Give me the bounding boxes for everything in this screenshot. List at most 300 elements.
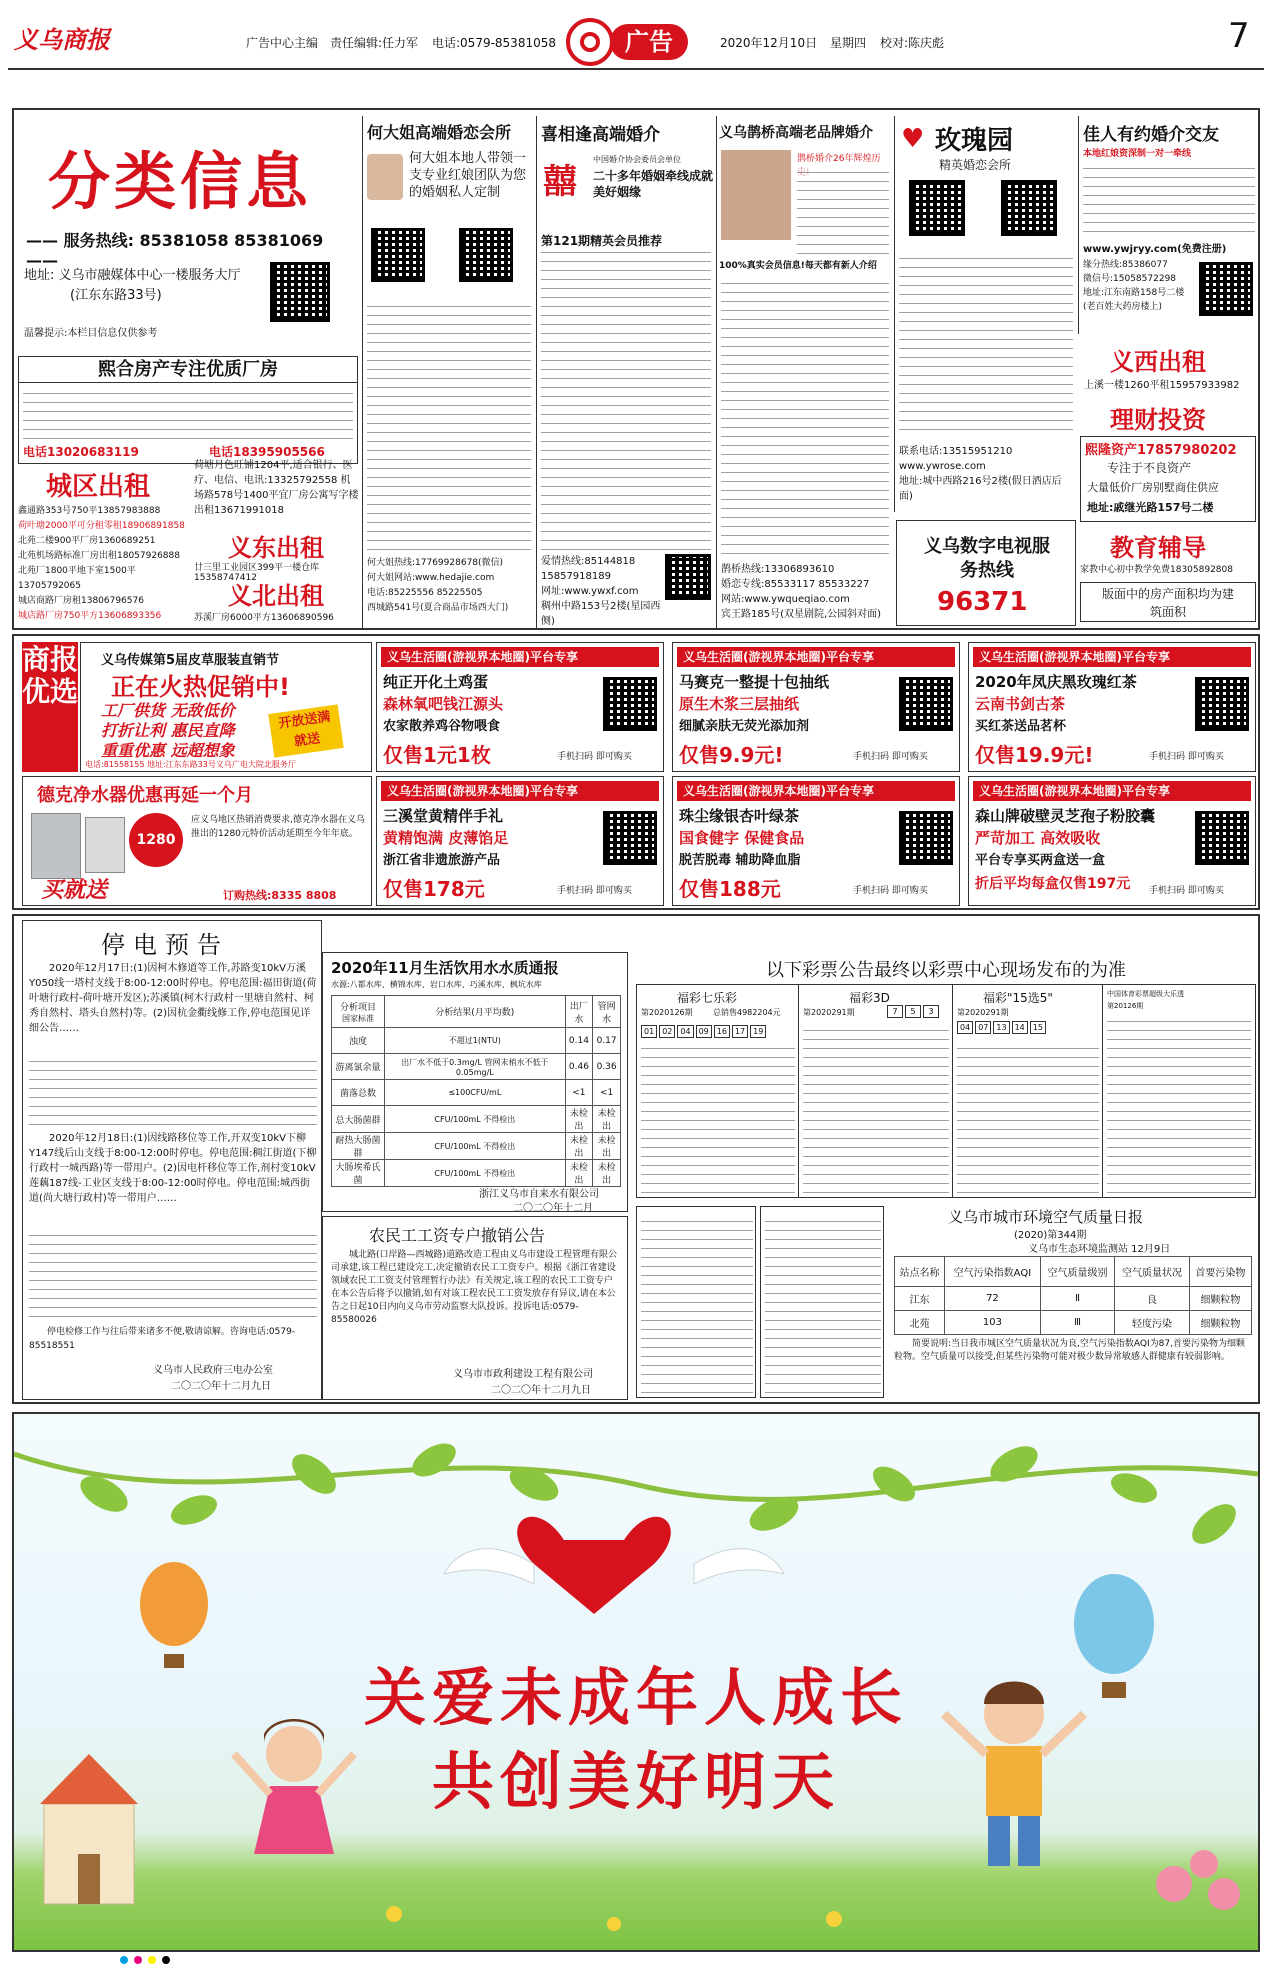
marriage-slogan: 二十多年婚姻牵线成就美好姻缘 [593,169,714,199]
lottery-number: 5 [905,1005,921,1018]
finance-line1: 专注于不良资产 [1107,461,1192,475]
estate-phone-2: 电话18395905566 [209,445,325,459]
shangbao-line: 工厂供货 无敌低价 [101,701,235,720]
public-service-banner [12,1412,1260,1952]
city-rent-item: 城店路厂房750平方13606893356 [18,611,162,621]
outage-para-2: 2020年12月18日:(1)因线路移位等工作,开双变10kV下柳Y147线后山支线于8:00-12:00时停电。停电范围:稠江街道(下柳行政村一城西路)等一带用户。(2)因电杆移位等工作,剂村变10kV莲藕187线-工业区支线于8:00-12:00时停电。停电范围:城西街道(尚大塘行政村)等一带用户…… [29,1133,317,1204]
edu-text: 家教中心初中教学免费18305892808 [1080,565,1233,575]
air-station: 义乌市生态环境监测站 12月9日 [1028,1244,1171,1255]
live-ad-card[interactable] [672,776,960,906]
live-ad-scan[interactable]: 手机扫码 即可购买 [853,752,928,762]
city-rent-item: 城店商路厂房租13806796576 [18,596,144,606]
city-rent-item: 北苑二楼900平厂房1360689251 [18,536,156,546]
live-ad-line2: 原生木浆三层抽纸 [679,695,800,713]
finance-line2: 大量低价厂房别墅商住供应 [1087,481,1219,494]
live-ad-scan[interactable]: 手机扫码 即可购买 [853,886,928,896]
live-ad-line3: 平台专享买两盒送一盒 [975,853,1106,868]
purifier-product-image [31,813,81,879]
phone: 电话:0579-85381058 [432,36,556,50]
lottery-number: 15 [1030,1021,1046,1034]
editor: 广告中心主编 [246,36,319,50]
table-cell: 未检出 [565,1133,593,1160]
lottery-number: 14 [1012,1021,1028,1034]
water-quality-title: 2020年11月生活饮用水水质通报 [331,959,559,977]
live-ad-line3: 农家散养鸡谷物喂食 [383,719,501,734]
marriage-web: www.ywjryy.com(免费注册) [1083,244,1227,255]
water-quality-notice [322,952,628,1212]
live-ad-line3: 买红茶送品茗杯 [975,719,1067,734]
outage-contact: 停电检修工作与往后带来诸多不便,敬请谅解。咨询电话:0579-85518551 [29,1327,296,1351]
table-cell: 未检出 [565,1160,593,1187]
city-rent-item: 荷叶塘2000平可分租零租18906891858 [18,521,185,531]
purifier-promo: 买就送 [41,878,108,903]
classified-hotline: —— 服务热线: 85381058 85381069 —— [26,231,324,270]
classified-address-2: (江东东路33号) [70,288,162,303]
lottery-block [799,985,953,1197]
live-ad-line1: 纯正开化土鸡蛋 [383,673,489,691]
marriage-slogan: 100%真实会员信息!每天都有新人介绍 [719,261,877,271]
water-quality-table [331,995,621,1187]
winning-numbers [957,1021,1046,1034]
table-cell: 未检出 [593,1133,621,1160]
wage-sign: 义乌市市政利建设工程有限公司 [453,1369,593,1380]
edu-note: 版面中的房产面积均为建筑面积 [1080,582,1256,622]
estate-ad [18,356,358,464]
live-ad-card[interactable] [376,642,664,772]
north-rent-text: 苏溪厂房6000平方13606890596 [194,613,334,623]
purifier-price: 1280 [129,813,183,867]
marriage-contacts [541,554,671,629]
lottery-number: 3 [923,1005,939,1018]
edu-title: 教育辅导 [1110,534,1206,562]
shangbao-tel: 电话:81558155 地址:江东东路33号义乌广电大院北服务厅 [85,760,296,769]
table-cell: 细颗粒物 [1189,1311,1251,1335]
city-rent-item: 北苑机场路标准厂房出租18057926888 [18,551,180,561]
air-title: 义乌市城市环境空气质量日报 [948,1208,1144,1226]
live-ad-header: 义乌生活圈(游视界本地圈)平台专享 [381,781,659,801]
water-quality-sub: 水源:八都水库、横锦水库、岩口水库、巧溪水库、枫坑水库 [331,980,542,989]
live-ad-price: 仅售178元 [383,877,485,901]
lottery-number: 01 [641,1025,657,1038]
table-row [332,1133,621,1160]
estate-phone: 电话13020683119 [23,445,139,459]
city-rent-list [18,504,190,624]
table-row [895,1311,1252,1335]
marriage-contacts [367,556,535,616]
lottery-name: 福彩"15选5" [983,991,1053,1005]
live-ad-line1: 森山牌破壁灵芝孢子粉胶囊 [975,807,1156,825]
flower-icon [386,1906,842,1931]
winged-heart-icon [444,1517,784,1614]
table-cell: 103 [945,1311,1041,1335]
criterion-label: 国家标准 [342,1013,375,1023]
live-ad-price: 仅售1元1枚 [383,743,491,767]
shangbao-badge: 开放送满就送 [268,704,343,757]
lottery-number: 09 [696,1025,712,1038]
classified-address: 地址: 义乌市融媒体中心一楼服务大厅 [24,268,241,283]
office-rent-text: 荷塘月色旺铺1204平,适合银行、医疗、电信、电讯:13325792558 机场路578号1400平宜厂房公寓写字楼出租13671991018 [194,460,359,516]
west-rent-title: 义西出租 [1110,348,1206,376]
air-period: (2020)第344期 [1014,1230,1087,1241]
lottery-name: 福彩七乐彩 [677,991,738,1005]
live-ad-scan[interactable]: 手机扫码 即可购买 [1149,752,1224,762]
marriage-tel: 缘分热线:85386077 [1083,260,1168,270]
table-cell: 菌落总数 [332,1080,385,1106]
double-happiness-icon: 囍 [543,162,577,202]
table-cell: 总大肠菌群 [332,1106,385,1133]
marriage-ad-jiaren [1078,116,1258,334]
lottery-period: 第2020126期 [641,1008,693,1017]
lottery-sales: 总销售4982204元 [713,1008,781,1017]
flower-icon [1156,1850,1240,1910]
lottery-notice-text [641,1213,753,1393]
lottery-number: 04 [957,1021,973,1034]
marriage-phone: 15857918189 [541,571,611,582]
outage-body-text [29,1061,317,1125]
lottery-notice [636,1206,756,1398]
finance-company: 熙隆资产17857980202 [1085,443,1237,458]
marriage-address: 宾王路185号(双星剧院,公园斜对面) [721,609,882,620]
shangbao-line: 打折让利 惠民直降 [101,721,235,740]
marriage-web: 网站:www.ywqueqiao.com [721,594,850,605]
city-rent-title: 城区出租 [46,472,151,502]
table-header-cell: 空气质量级别 [1040,1257,1114,1287]
city-rent-item: 北苑厂1800平地下室1500平13705792065 [18,566,136,591]
marriage-title: 义乌鹊桥高端老品牌婚介 [719,125,873,141]
lottery-block [637,985,799,1197]
finance-title: 理财投资 [1110,406,1206,434]
marriage-sub: 本地红娘资深制一对一牵线 [1083,149,1192,159]
table-cell: 北苑 [895,1311,945,1335]
outage-title: 停电预告 [101,931,229,959]
table-cell: Ⅱ [1040,1287,1114,1311]
live-ad-line2: 云南书剑古茶 [975,695,1066,713]
qr-code-icon[interactable] [603,811,657,865]
table-cell: Ⅲ [1040,1311,1114,1335]
live-ad-price: 折后平均每盒仅售197元 [975,876,1131,892]
qr-code-icon[interactable] [899,677,953,731]
classified-title: 分类信息 [48,145,313,218]
banner-line-1: 关爱未成年人成长 [363,1661,908,1734]
outage-sign: 义乌市人民政府三电办公室 [153,1365,273,1376]
tv-hotline-ad [896,520,1076,626]
qr-code-icon[interactable] [270,262,330,322]
duty-editor: 责任编辑:任力军 [330,36,419,50]
prize-table [641,1047,795,1193]
marriage-title: 何大姐高端婚恋会所 [367,123,512,142]
live-ad-header: 义乌生活圈(游视界本地圈)平台专享 [973,647,1251,667]
lottery-notice [760,1206,884,1398]
marriage-web: 何大姐网站:www.hedajie.com [367,573,495,583]
water-purifier-ad [22,776,372,906]
live-ad-price: 仅售188元 [679,877,781,901]
outage-date: 二〇二〇年十二月九日 [171,1381,271,1392]
table-cell: 72 [945,1287,1041,1311]
live-ad-card[interactable] [376,776,664,906]
marriage-contacts [899,444,1075,504]
prize-table [957,1041,1099,1193]
lottery-number: 02 [659,1025,675,1038]
finance-address: 地址:戚继光路157号二楼 [1087,501,1214,514]
table-row [332,1106,621,1133]
marriage-address: 西城路541号(夏合商品市场西大门) [367,603,509,613]
member-listing [1083,162,1255,232]
classified-header [18,114,360,360]
section-logo-icon [566,18,614,66]
table-row [332,1028,621,1054]
table-cell: 未检出 [593,1160,621,1187]
north-rent-title: 义北出租 [228,582,324,610]
finance-ad [1080,436,1256,522]
table-cell: 轻度污染 [1115,1311,1189,1335]
marriage-contacts [1083,258,1195,314]
purifier-product-image [85,817,125,873]
marriage-address: 地址:江东南路158号二楼(老百姓大药房楼上) [1083,288,1185,312]
table-header-cell: 首要污染物 [1189,1257,1251,1287]
marriage-phone: 电话:85225556 85225505 [367,588,483,598]
outage-body-text [29,1231,317,1317]
header-label: 分析项目 [340,1002,377,1013]
table-header-cell: 空气污染指数AQI [945,1257,1041,1287]
table-cell: 出厂水不低于0.3mg/L 管网末梢水不低于0.05mg/L [385,1054,565,1080]
lottery-panel [636,984,1256,1198]
marriage-title: 喜相逢高端婚介 [541,125,660,145]
table-cell: CFU/100mL 不得检出 [385,1160,565,1187]
qr-code-icon[interactable] [1001,180,1057,236]
table-cell: 未检出 [593,1106,621,1133]
east-rent-title: 义东出租 [228,534,324,562]
lottery-number: 13 [993,1021,1009,1034]
outage-para-1: 2020年12月17日:(1)因柯木修道等工作,苏路变10kV万溪Y050线一塔村支线于8:00-12:00时停电。停电范围:福田街道(荷叶塘行政村-荷叶塘开发区);苏溪镇(柯木行政村一里塘自然村、柯秀自然村、塔头自然村)等。(2)因杭金衢线修工作,停电范围见详细公告…… [29,963,317,1034]
marriage-tel: 联系电话:13515951210 [899,446,1013,457]
live-ad-line2: 黄精饱满 皮薄馅足 [383,829,509,847]
water-quality-sign: 浙江义乌市自来水有限公司 [479,1189,599,1200]
city-rent-item: 鑫通路353号750平13857983888 [18,506,161,516]
east-rent-text: 廿三里工业园区399平一楼仓库15358747412 [194,563,320,583]
live-ad-card[interactable] [672,642,960,772]
live-ad-header: 义乌生活圈(游视界本地圈)平台专享 [973,781,1251,801]
qr-code-icon[interactable] [1199,262,1253,316]
marriage-address: 稠州中路153号2楼(星园西侧) [541,601,661,627]
vine [14,1454,1258,1499]
lottery-number: 04 [677,1025,693,1038]
classified-note: 温馨提示:本栏目信息仅供参考 [24,328,158,339]
qr-code-icon[interactable] [603,677,657,731]
live-ad-line1: 2020年凤庆黑玫瑰红茶 [975,673,1137,691]
table-header-cell: 站点名称 [895,1257,945,1287]
table-cell: 0.14 [565,1028,593,1054]
marriage-tel: 何大姐热线:17769928678(微信) [367,558,504,568]
live-ad-scan[interactable]: 手机扫码 即可购买 [557,752,632,762]
live-ad-price: 仅售19.9元! [975,743,1094,767]
masthead-rule [8,68,1264,70]
live-ad-line3: 浙江省非遗旅游产品 [383,853,501,868]
table-cell: CFU/100mL 不得检出 [385,1133,565,1160]
marriage-ad-queqiao [716,116,892,628]
banner-line-2: 共创美好明天 [431,1745,840,1818]
table-row [332,1054,621,1080]
winning-numbers [887,1005,939,1018]
lottery-period: 第2020291期 [803,1008,855,1017]
purifier-title: 德克净水器优惠再延一个月 [37,785,253,806]
shangbao-promo: 正在火热促销中! [111,673,290,701]
marriage-contacts [721,562,891,622]
lottery-number: 19 [750,1025,766,1038]
live-ad-header: 义乌生活圈(游视界本地圈)平台专享 [677,781,955,801]
table-cell: 浊度 [332,1028,385,1054]
table-cell: 江东 [895,1287,945,1311]
lottery-title: 以下彩票公告最终以彩票中心现场发布的为准 [766,960,1126,981]
live-ad-line3: 脱苦脱毒 辅助降血脂 [679,853,801,868]
rose-heart-icon: ♥ [901,124,925,154]
shangbao-line: 重重优惠 远超想象 [101,741,235,760]
portrait-photo [721,150,791,240]
table-header-cell: 管网水 [593,996,621,1028]
shangbao-lines [101,701,235,761]
wage-text: 城北路(口岸路—西城路)道路改造工程由义乌市建设工程管理有限公司承建,该工程已建设完工,决定撤销农民工工资专户。根据《浙江省建设领域农民工工资支付管理暂行办法》有关规定,该工程的农民工工资专户在本公告后将予以撤销,如有对该工程农民工工资发放存有异议,请在本公告之日起10日内向义乌市劳动监察大队投诉。投诉电话:0579-85580026 [331,1250,618,1325]
lottery-block [953,985,1103,1197]
marriage-title: 玫瑰园 [935,126,1014,156]
qr-code-icon[interactable] [371,228,425,282]
paper-name: 义乌商报 [14,25,110,54]
table-header-cell: 分析结果(月平均数) [385,996,565,1028]
table-cell: 游离氯余量 [332,1054,385,1080]
purifier-text: 应义乌地区热销消费要求,德克净水器在义乌推出的1280元特价活动延期至今年年底。 [191,815,365,839]
shangbao-title: 义乌传媒第5届皮草服装直销节 [101,653,280,668]
prize-table [803,1029,949,1193]
air-quality-table [894,1256,1252,1335]
table-row [332,1080,621,1106]
table-cell: 耐热大肠菌群 [332,1133,385,1160]
air-quality-report [888,1206,1256,1398]
live-ad-header: 义乌生活圈(游视界本地圈)平台专享 [677,647,955,667]
section-title: 广告 [610,24,688,60]
estate-title: 熙合房产专注优质厂房 [19,357,357,383]
shangbao-label: 商报优选 [22,642,78,772]
air-comment: 简要说明:当日我市城区空气质量状况为良,空气污染指数AQI为87,首要污染物为细颗粒物。空气质量可以接受,但某些污染物可能对极少数异常敏感人群健康有较弱影响。 [894,1339,1245,1362]
table-row [332,1160,621,1187]
portrait-photo [367,154,403,200]
table-header-cell: 空气质量状况 [1115,1257,1189,1287]
table-row [895,1287,1252,1311]
lottery-number: 16 [714,1025,730,1038]
live-ad-line2: 国食健字 保健食品 [679,829,805,847]
live-ad-line1: 马赛克一整提十包抽纸 [679,673,830,691]
lottery-name: 中国体育彩票超级大乐透 [1107,990,1184,998]
marriage-ad-hedajie [362,116,534,628]
table-cell: 0.46 [565,1054,593,1080]
marriage-sub: 精英婚恋会所 [939,158,1012,172]
table-cell: 良 [1115,1287,1189,1311]
live-ad-card[interactable] [968,776,1256,906]
lottery-period: 第20126期 [1107,1002,1144,1010]
marriage-ad-xixiangfeng [536,116,714,628]
lottery-number: 17 [732,1025,748,1038]
lottery-notice-text [765,1213,881,1393]
member-listing [721,276,889,554]
marriage-title: 佳人有约婚介交友 [1083,125,1219,145]
page-number: 7 [1228,16,1250,56]
table-cell: <1 [565,1080,593,1106]
table-cell: ≤100CFU/mL [385,1080,565,1106]
marriage-address: 地址:城中西路216号2楼(假日酒店后面) [899,476,1062,502]
qr-code-icon[interactable] [665,554,711,600]
purifier-tel: 订购热线:8335 8808 [223,889,337,902]
table-cell: 0.17 [593,1028,621,1054]
marriage-web: 网址:www.ywxf.com [541,586,639,597]
estate-listings [23,387,353,439]
power-outage-notice [22,920,322,1400]
winning-numbers [641,1025,766,1038]
table-cell: 未检出 [565,1106,593,1133]
west-rent-text: 上溪一楼1260平租15957933982 [1084,380,1240,391]
wage-notice [322,1216,628,1400]
water-quality-date: 二〇二〇年十二月 [513,1203,593,1214]
tv-title: 义乌数字电视服务热线 [924,536,1050,581]
live-ad-line1: 三溪堂黄精伴手礼 [383,807,504,825]
lottery-name: 福彩3D [849,991,890,1005]
weekday: 星期四 [830,36,867,50]
marriage-phone: 婚恋专线:85533117 85533227 [721,579,870,590]
live-ad-card[interactable] [968,642,1256,772]
live-ad-scan[interactable]: 手机扫码 即可购买 [557,886,632,896]
live-ad-scan[interactable]: 手机扫码 即可购买 [1149,886,1224,896]
qr-code-icon[interactable] [1195,677,1249,731]
table-cell: 细颗粒物 [1189,1287,1251,1311]
marriage-session: 第121期精英会员推荐 [541,234,663,248]
table-cell: <1 [593,1080,621,1106]
live-ad-price: 仅售9.9元! [679,743,784,767]
table-cell: 大肠埃希氏菌 [332,1160,385,1187]
lottery-block [1103,985,1255,1197]
tv-number: 96371 [937,587,1028,617]
member-listing [541,252,711,550]
marriage-web: www.ywrose.com [899,461,986,472]
member-listing [899,256,1073,430]
qr-code-icon[interactable] [1195,811,1249,865]
table-cell: 不超过1(NTU) [385,1028,565,1054]
lottery-number: 07 [975,1021,991,1034]
marriage-ad-rose [894,116,1076,512]
live-ad-header: 义乌生活圈(游视界本地圈)平台专享 [381,647,659,667]
shangbao-ad [80,642,372,772]
live-ad-line2: 严苛加工 高效吸收 [975,829,1101,847]
lottery-number: 7 [887,1005,903,1018]
member-listing [367,302,531,550]
live-ad-line2: 森林氧吧钱江源头 [383,695,504,713]
live-ad-line1: 珠尘缘银杏叶绿茶 [679,807,800,825]
print-color-dots [120,1956,170,1964]
intro-text [797,168,889,254]
qr-code-icon[interactable] [899,811,953,865]
marriage-tel: 爱情热线:85144818 [541,556,636,567]
marriage-sub: 中国婚介协会委员会单位 [593,155,681,164]
city-rent [18,466,188,626]
masthead [0,0,1272,78]
qr-code-icon[interactable] [459,228,513,282]
lottery-period: 第2020291期 [957,1008,1009,1017]
prize-table [1107,1015,1251,1193]
table-cell: CFU/100mL 不得检出 [385,1106,565,1133]
qr-code-icon[interactable] [909,180,965,236]
marriage-tel: 鹊桥热线:13306893610 [721,564,835,575]
proofreader: 校对:陈庆彪 [880,36,945,50]
date: 2020年12月10日 [720,36,818,50]
live-ad-line3: 细腻亲肤无荧光添加剂 [679,719,810,734]
table-header-cell: 出厂水 [565,996,593,1028]
marriage-sub: 鹊桥婚介26年辉煌历 [797,154,881,164]
table-cell: 0.36 [593,1054,621,1080]
